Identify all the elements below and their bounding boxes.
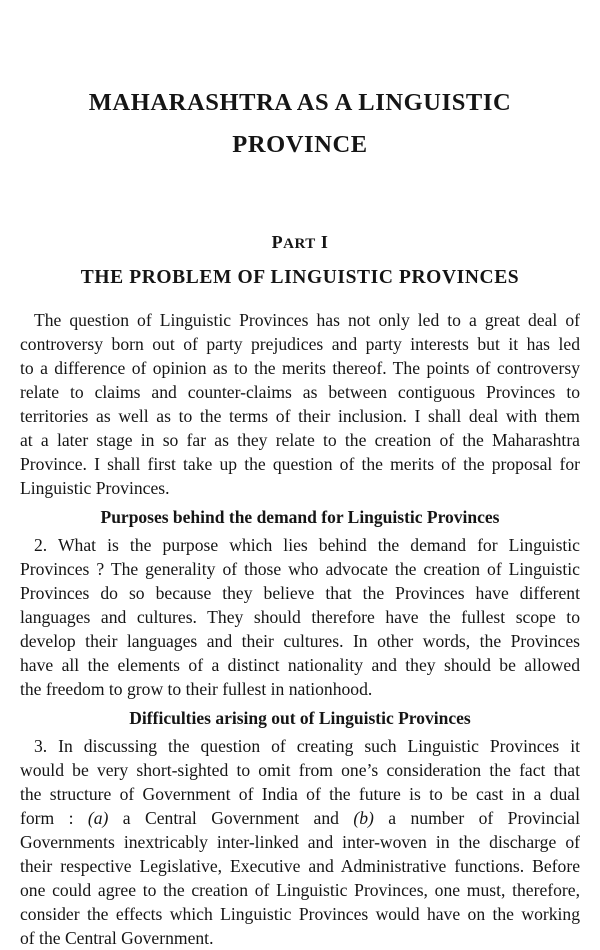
part-label [20, 230, 580, 256]
paragraph-line: have all the elements of a distinct nationality and they should be allowed [20, 655, 580, 676]
paragraph-line: of the Central Government. [20, 928, 214, 949]
paragraph-2 [20, 533, 580, 701]
paragraph-line: languages and cultures. They should therefore have the fullest scope to [20, 607, 580, 628]
paragraph-line: their respective Legislative, Executive and Administrative functions. Before [20, 856, 580, 877]
paragraph-line: 3. In discussing the question of creating such Linguistic Provinces it [34, 736, 580, 757]
subheading-purposes: Purposes behind the demand for Linguistic Provinces [100, 507, 500, 528]
paragraph-line: develop their languages and their cultures. In other words, the Provinces [20, 631, 580, 652]
paragraph-line: The question of Linguistic Provinces has not only led to a great deal of [34, 310, 580, 331]
chapter-title-line-1: MAHARASHTRA AS A LINGUISTIC [88, 89, 512, 116]
part-label-cap: P [271, 232, 284, 252]
paragraph-1 [20, 308, 580, 500]
paragraph-line: relate to claims and counter-claims as between contiguous Provinces to [20, 382, 580, 403]
paragraph-line: Linguistic Provinces. [20, 478, 170, 499]
chapter-title [20, 0, 580, 166]
paragraph-line: Provinces do so because they believe that the Provinces have different [20, 583, 580, 604]
paragraph-line: the structure of Government of India of the future is to be cast in a dual [20, 784, 580, 805]
paragraph-line: one could agree to the creation of Linguistic Provinces, one must, therefore, [20, 880, 580, 901]
paragraph-line: form : (a) a Central Government and (b) a number of Provincial [20, 808, 580, 829]
paragraph-line: controversy born out of party prejudices and party interests but it has led [20, 334, 580, 355]
paragraph-line: consider the effects which Linguistic Provinces would have on the working [20, 904, 580, 925]
paragraph-line: territories as well as to the terms of their inclusion. I shall deal with them [20, 406, 580, 427]
subheading-difficulties: Difficulties arising out of Linguistic Provinces [129, 708, 471, 729]
section-heading: THE PROBLEM OF LINGUISTIC PROVINCES [80, 267, 520, 288]
chapter-title-line-2: PROVINCE [232, 131, 368, 158]
paragraph-line: Provinces ? The generality of those who advocate the creation of Linguistic [20, 559, 580, 580]
part-label-small: ART [283, 236, 316, 252]
paragraph-line: would be very short-sighted to omit from one’s consideration the fact that [20, 760, 580, 781]
paragraph-line: the freedom to grow to their fullest in nationhood. [20, 679, 373, 700]
paragraph-line: at a later stage in so far as they relate to the creation of the Maharashtra [20, 430, 580, 451]
paragraph-3 [20, 734, 580, 950]
paragraph-line: Province. I shall first take up the question of the merits of the proposal for [20, 454, 580, 475]
paragraph-line: Governments inextricably inter-linked and inter-woven in the discharge of [20, 832, 580, 853]
paragraph-line: 2. What is the purpose which lies behind the demand for Linguistic [34, 535, 580, 556]
paragraph-line: to a difference of opinion as to the merits thereof. The points of controversy [20, 358, 580, 379]
part-label-number: I [320, 232, 329, 252]
